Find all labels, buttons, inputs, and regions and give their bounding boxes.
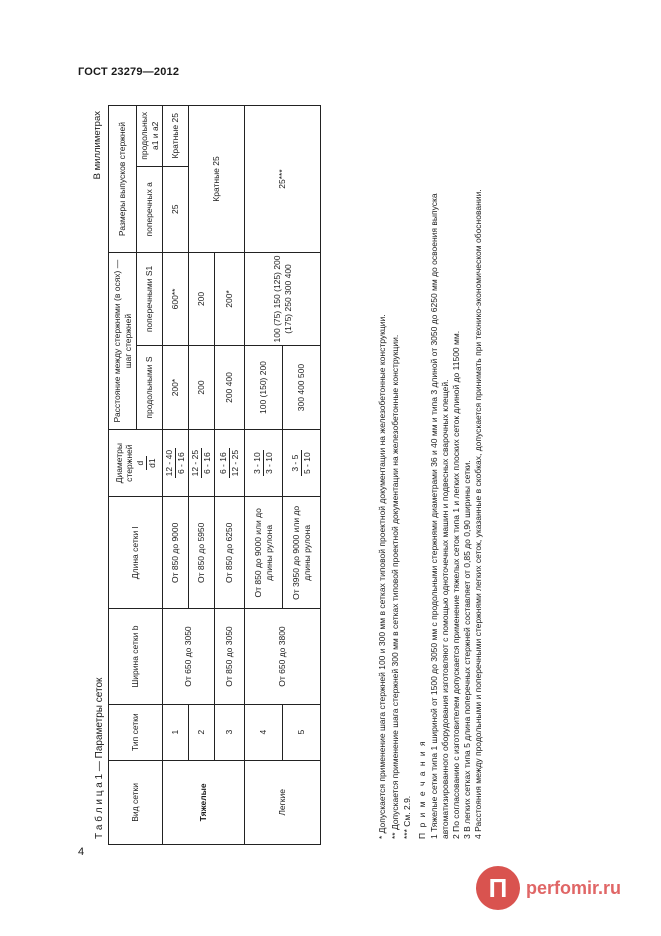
cell-length: От 3950 до 9000 или до длины рулона <box>283 497 321 609</box>
header-kind: Вид сетки <box>109 760 163 844</box>
header-overhang-trans: поперечных a <box>137 166 163 252</box>
cell-type: 3 <box>215 704 245 760</box>
header-spacing: Расстояние между стержнями (в осях) — шаг стержней <box>109 253 137 430</box>
note-item: 3 В легких сетках типа 5 длина поперечных стержней составляет от 0,85 до 0,90 ширины сетки. <box>462 460 473 839</box>
cell-width: От 650 до 3800 <box>245 609 321 704</box>
header-length: Длина сетки l <box>109 497 163 609</box>
cell-overhang-light: 25*** <box>245 106 321 253</box>
note-item: 1 Тяжелые сетки типа 1 шириной от 1500 до 3050 мм с продольными стержнями диаметрами 36 и 40 мм и типа 3 длиной от 3050 до 6250 мм до освоения выпуска автоматизированного оборудования изготовляют с помощью одноточечных машин и подвесных сварочных клещей. <box>429 193 451 839</box>
footnotes <box>377 109 415 839</box>
cell-width: От 650 до 3050 <box>163 609 215 704</box>
cell-diameter: 3 - 10 3 - 10 <box>245 430 283 497</box>
kind-light: Легкие <box>245 760 321 844</box>
note-item: 2 По согласованию с изготовителем допускается применение тяжелых сеток типа 1 и легких плоских сеток длиной до 11500 мм. <box>451 330 462 839</box>
cell-overhang-long: Кратные 25 <box>163 106 189 167</box>
cell-length: От 850 до 5950 <box>189 497 215 609</box>
page-number: 4 <box>78 846 85 858</box>
cell-diameter: 6 - 16 12 - 25 <box>215 430 245 497</box>
document-code: ГОСТ 23279—2012 <box>78 66 180 78</box>
table-title: Т а б л и ц а 1 — Параметры сеток <box>94 677 105 839</box>
cell-spacing-trans: 200 <box>189 253 215 346</box>
cell-spacing-trans: 100 (75) 150 (125) 200 (175) 250 300 400 <box>245 253 321 346</box>
header-overhang: Размеры выпусков стержней <box>109 106 137 253</box>
cell-type: 5 <box>283 704 321 760</box>
footnote: ** Допускается применение шага стержней 300 мм в сетках типовой проектной документации на железобетонные конструкции. <box>389 334 400 839</box>
parameters-table <box>108 105 321 845</box>
cell-spacing-long: 200* <box>163 345 189 429</box>
cell-width: От 850 до 3050 <box>215 609 245 704</box>
cell-length: От 850 до 9000 <box>163 497 189 609</box>
notes-heading: П р и м е ч а н и я <box>417 739 427 839</box>
cell-diameter: 3 - 5 5 - 10 <box>283 430 321 497</box>
header-width: Ширина сетки b <box>109 609 163 704</box>
table-row <box>189 106 215 845</box>
notes <box>417 109 484 839</box>
cell-spacing-trans: 200* <box>215 253 245 346</box>
note-item: 4 Расстояния между продольными и поперечными стержнями легких сеток, указанные в скобках, допускается принимать при технико-экономическом обосновании. <box>473 189 484 839</box>
cell-spacing-long: 200 <box>189 345 215 429</box>
cell-spacing-long: 300 400 500 <box>283 345 321 429</box>
cell-type: 2 <box>189 704 215 760</box>
cell-diameter: 12 - 40 6 - 16 <box>163 430 189 497</box>
table-row <box>245 106 283 845</box>
rotated-table-page <box>92 105 512 845</box>
logo-text: perfomir.ru <box>526 878 622 898</box>
footnote: *** См. 2.9. <box>402 795 413 839</box>
cell-type: 1 <box>163 704 189 760</box>
cell-diameter: 12 - 25 6 - 16 <box>189 430 215 497</box>
header-spacing-long: продольными S <box>137 345 163 429</box>
cell-overhang-merged: Кратные 25 <box>189 106 245 253</box>
header-overhang-long: продольных a1 и a2 <box>137 106 163 167</box>
cell-spacing-long: 100 (150) 200 <box>245 345 283 429</box>
kind-heavy: Тяжелые <box>163 760 245 844</box>
header-diameter: Диаметры стержней d d1 <box>109 430 163 497</box>
cell-overhang-trans: 25 <box>163 166 189 252</box>
unit-note: В миллиметрах <box>92 111 103 180</box>
header-type: Тип сетки <box>109 704 163 760</box>
table-row <box>163 106 189 845</box>
cell-spacing-long: 200 400 <box>215 345 245 429</box>
cell-length: От 850 до 9000 или до длины рулона <box>245 497 283 609</box>
footnote: * Допускается применение шага стержней 100 и 300 мм в сетках типовой проектной документации на железобетонные конструкции. <box>377 314 387 839</box>
watermark-logo[interactable] <box>476 866 646 916</box>
cell-length: От 850 до 6250 <box>215 497 245 609</box>
logo-icon: П <box>476 866 520 910</box>
cell-spacing-trans: 600** <box>163 253 189 346</box>
header-spacing-trans: поперечными S1 <box>137 253 163 346</box>
cell-type: 4 <box>245 704 283 760</box>
